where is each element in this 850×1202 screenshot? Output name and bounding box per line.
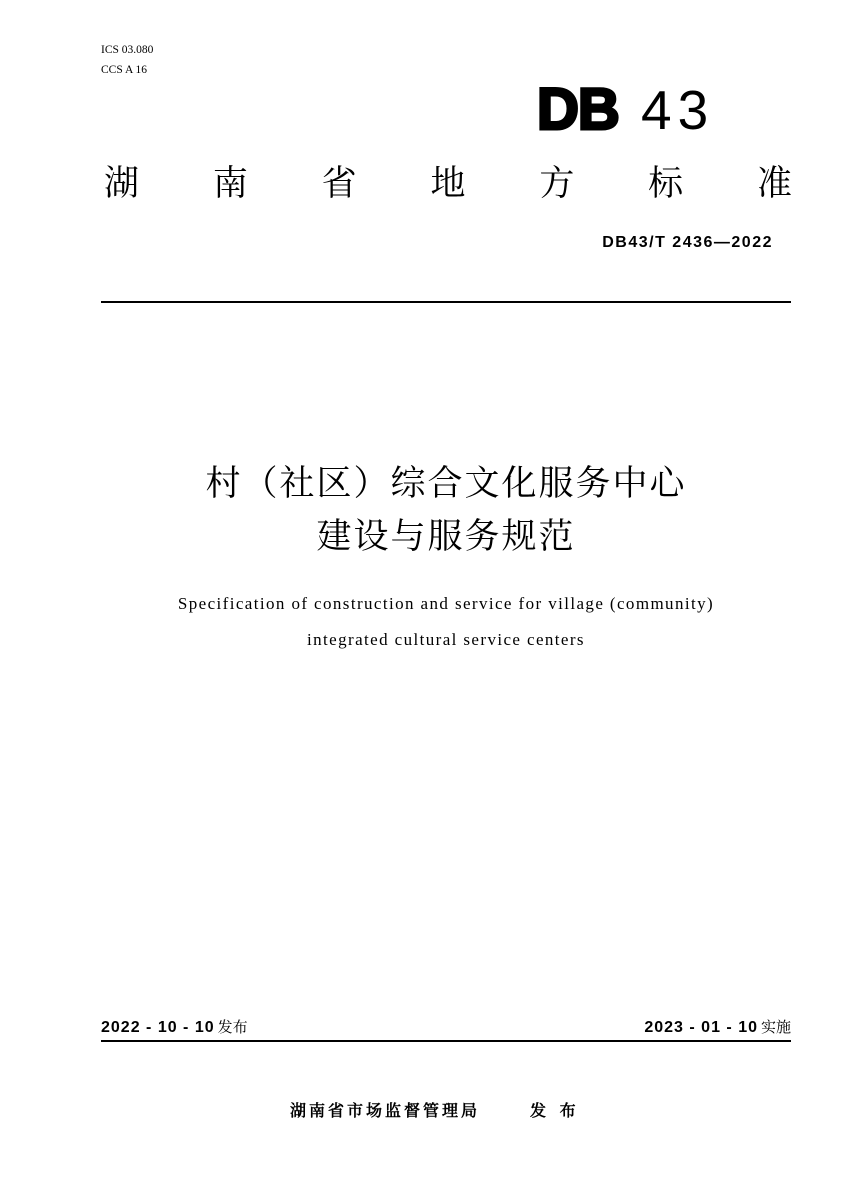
- release-date-row: [101, 1016, 791, 1038]
- header-divider: [101, 301, 791, 303]
- english-title-line-1: Specification of construction and service for village (community): [177, 594, 715, 613]
- standard-category-char: 南: [212, 164, 248, 204]
- issuer-name: 湖南省市场监督管理局: [290, 1101, 481, 1120]
- publish-label: 发布: [217, 1018, 248, 1036]
- chinese-title-line-1: 村（社区）综合文化服务中心: [205, 464, 687, 504]
- standard-category-char: 省: [321, 164, 357, 204]
- publish-date: 2022 - 10 - 10: [101, 1019, 215, 1036]
- implement-label: 实施: [760, 1018, 791, 1036]
- classification-codes: [101, 40, 153, 80]
- implement-date: 2023 - 01 - 10: [644, 1019, 758, 1036]
- ccs-code: CCS A 16: [101, 64, 148, 76]
- standard-category-char: 地: [430, 164, 466, 204]
- english-title-line-2: integrated cultural service centers: [307, 630, 585, 649]
- implement-info: [644, 1016, 791, 1039]
- standard-category-char: 湖: [104, 164, 140, 204]
- standard-category-char: 方: [539, 164, 575, 204]
- standard-category-char: 标: [648, 164, 684, 204]
- standard-number: DB43/T 2436—2022: [602, 234, 773, 251]
- logo-db-mark: DB: [537, 77, 619, 142]
- chinese-title: [101, 458, 791, 564]
- ics-code: ICS 03.080: [101, 44, 154, 56]
- logo-region-number: 43: [641, 79, 715, 141]
- publish-info: [101, 1016, 248, 1039]
- standard-category: [104, 165, 792, 203]
- issuing-authority: [290, 1099, 590, 1123]
- english-title: [101, 586, 791, 658]
- chinese-title-line-2: 建设与服务规范: [316, 517, 576, 557]
- issue-action: 发 布: [530, 1101, 576, 1120]
- footer-divider: [101, 1040, 791, 1042]
- standard-category-char: 准: [756, 164, 792, 204]
